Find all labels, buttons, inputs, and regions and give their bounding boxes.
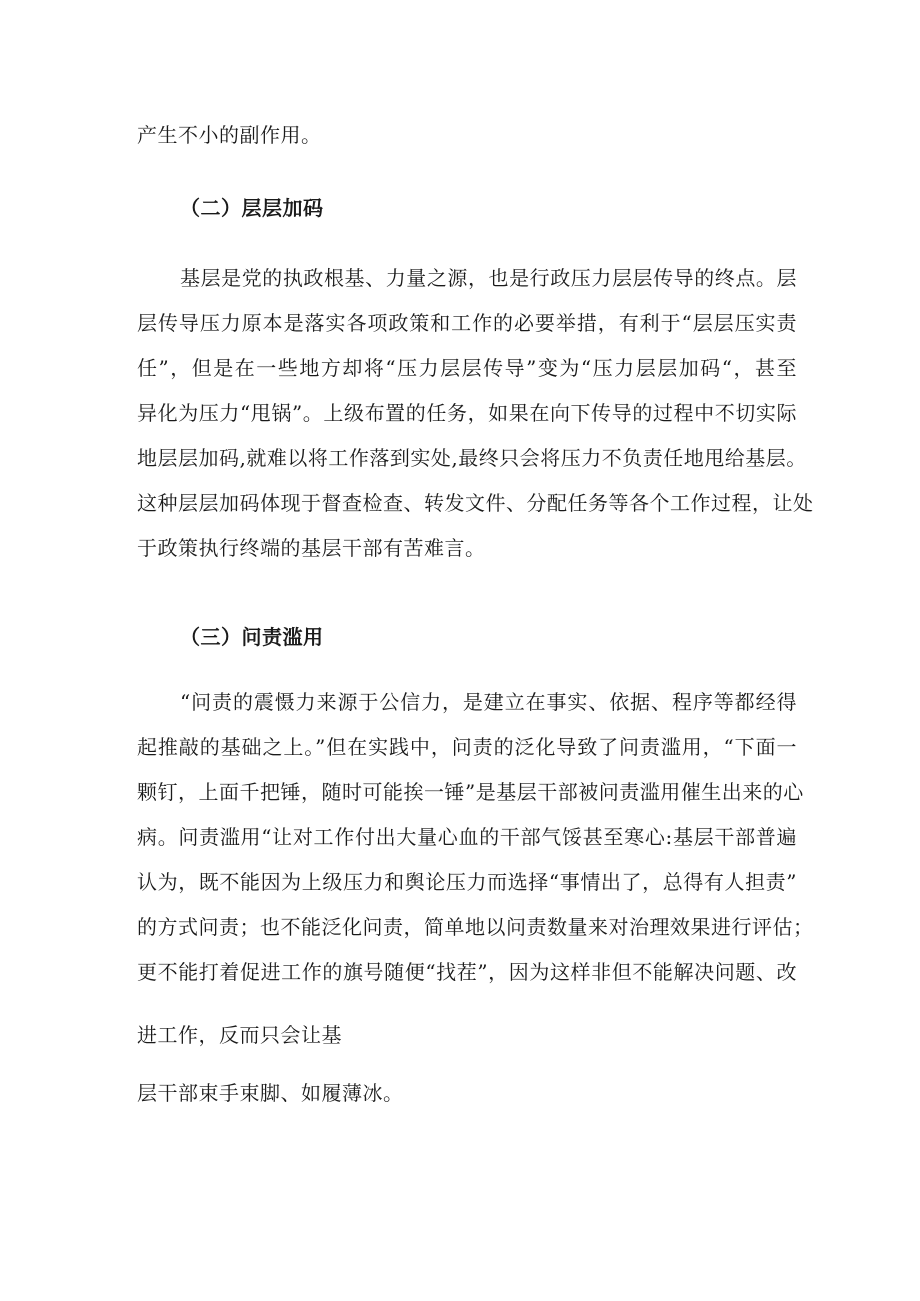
paragraph-line: 层传导压力原本是落实各项政策和工作的必要举措，有利于“层层压实责 (137, 311, 797, 335)
paragraph-intro-tail: 产生不小的副作用。 (137, 123, 322, 147)
paragraph-line: “问责的震慑力来源于公信力，是建立在事实、依据、程序等都经得 (180, 690, 797, 714)
paragraph-line: 起推敲的基础之上。”但在实践中，问责的泛化导致了问责滥用，“下面一 (137, 735, 797, 759)
paragraph-line: 任”，但是在一些地方却将“压力层层传导”变为“压力层层加码“，甚至 (137, 356, 797, 380)
paragraph-line: 异化为压力“甩锅”。上级布置的任务，如果在向下传导的过程中不切实际 (137, 401, 797, 425)
paragraph-line: 这种层层加码体现于督查检查、转发文件、分配任务等各个工作过程，让处 (137, 491, 814, 515)
paragraph-line: 基层是党的执政根基、力量之源，也是行政压力层层传导的终点。层 (180, 266, 797, 290)
paragraph-line: 于政策执行终端的基层干部有苦难言。 (137, 536, 486, 560)
paragraph-line: 地层层加码,就难以将工作落到实处,最终只会将压力不负责任地甩给基层。 (137, 446, 807, 470)
paragraph-line: 的方式问责；也不能泛化问责，简单地以问责数量来对治理效果进行评估； (137, 915, 814, 939)
paragraph-line: 层干部束手束脚、如履薄冰。 (137, 1081, 404, 1105)
paragraph-line: 认为，既不能因为上级压力和舆论压力而选择“事情出了，总得有人担责” (137, 870, 797, 894)
paragraph-line: 更不能打着促进工作的旗号随便“找茬”，因为这样非但不能解决问题、改 (137, 960, 797, 984)
section-heading-layered-burden: （二）层层加码 (180, 196, 324, 220)
paragraph-line: 病。问责滥用“让对工作付出大量心血的干部气馁甚至寒心:基层干部普遍 (137, 825, 797, 849)
paragraph-line: 颗钉，上面千把锤，随时可能挨一锤”是基层干部被问责滥用催生出来的心 (137, 780, 804, 804)
section-heading-accountability-abuse: （三）问责滥用 (180, 625, 324, 649)
paragraph-line: 进工作，反而只会让基 (137, 1023, 342, 1047)
